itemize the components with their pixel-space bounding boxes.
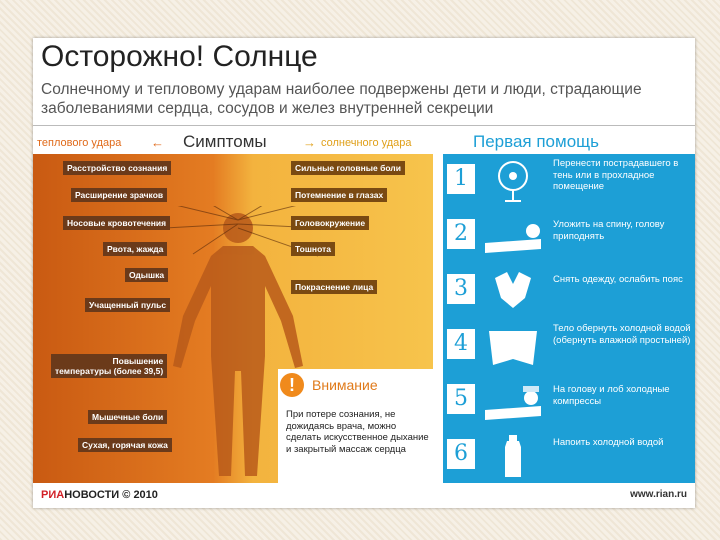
symptom-left-1: Расстройство сознания (63, 161, 171, 175)
first-aid-step (443, 431, 695, 481)
symptom-left-4: Рвота, жажда (103, 242, 167, 256)
symptoms-panel (33, 154, 433, 483)
shirt-collar-icon (481, 268, 545, 314)
page-title: Осторожно! Солнце (41, 40, 318, 73)
symptom-right-2: Потемнение в глазах (291, 188, 387, 202)
first-aid-step (443, 266, 695, 316)
warning-title: Внимание (312, 377, 378, 393)
water-bottle-icon (481, 433, 545, 479)
arrow-right-icon: → (303, 135, 316, 150)
step-number: 5 (447, 384, 475, 414)
step-text: Перенести пострадавшего в тень или в прохладное помещение (553, 158, 679, 192)
symptom-left-8: Мышечные боли (88, 410, 167, 424)
first-aid-step (443, 376, 695, 426)
infographic-card (33, 38, 695, 508)
arrow-left-icon: ← (151, 135, 164, 150)
wet-sheet-icon (481, 323, 545, 369)
warning-text: При потере сознания, не дожидаясь врача, можно сделать искусственное дыхание и закрытый массаж сердца (286, 409, 429, 455)
lying-person-icon (481, 213, 545, 259)
step-number: 6 (447, 439, 475, 469)
symptom-right-3: Головокружение (291, 216, 369, 230)
first-aid-panel (443, 154, 695, 483)
compress-icon (481, 378, 545, 424)
footer (33, 483, 695, 508)
step-number: 2 (447, 219, 475, 249)
step-text: Тело обернуть холодной водой (обернуть влажной простыней) (553, 323, 691, 346)
symptom-left-9: Сухая, горячая кожа (78, 438, 172, 452)
step-number: 1 (447, 164, 475, 194)
header-divider (33, 125, 695, 126)
fan-icon (481, 158, 545, 204)
step-text: Уложить на спину, голову приподнять (553, 219, 665, 242)
symptom-left-6: Учащенный пульс (85, 298, 170, 312)
copyright: © 2010 (122, 489, 158, 501)
first-aid-step (443, 211, 695, 261)
warning-icon: ! (280, 373, 304, 397)
symptom-right-4: Тошнота (291, 242, 335, 256)
heatstroke-label: теплового удара (37, 137, 122, 149)
symptom-right-1: Сильные головные боли (291, 161, 405, 175)
source-url[interactable]: www.rian.ru (630, 489, 687, 500)
symptom-left-7: Повышение температуры (более 39,5) (51, 354, 167, 378)
page-subtitle: Солнечному и тепловому ударам наиболее подвержены дети и люди, страдающие заболеваниями сердца, сосудов и желез внутренней секреции (41, 81, 642, 117)
warning-box (278, 369, 433, 483)
step-text: Снять одежду, ослабить пояс (553, 274, 683, 285)
first-aid-step (443, 321, 695, 371)
step-number: 3 (447, 274, 475, 304)
symptom-left-5: Одышка (125, 268, 168, 282)
symptoms-heading: Симптомы (183, 132, 267, 151)
first-aid-step (443, 156, 695, 206)
step-text: На голову и лоб холодные компрессы (553, 384, 670, 407)
symptom-left-3: Носовые кровотечения (63, 216, 170, 230)
step-text: Напоить холодной водой (553, 437, 664, 448)
ria-novosti-logo: РИАНОВОСТИ © 2010 (41, 489, 158, 501)
symptom-right-5: Покраснение лица (291, 280, 377, 294)
symptom-left-2: Расширение зрачков (71, 188, 167, 202)
step-number: 4 (447, 329, 475, 359)
first-aid-heading: Первая помощь (473, 132, 599, 151)
sunstroke-label: солнечного удара (321, 137, 412, 149)
